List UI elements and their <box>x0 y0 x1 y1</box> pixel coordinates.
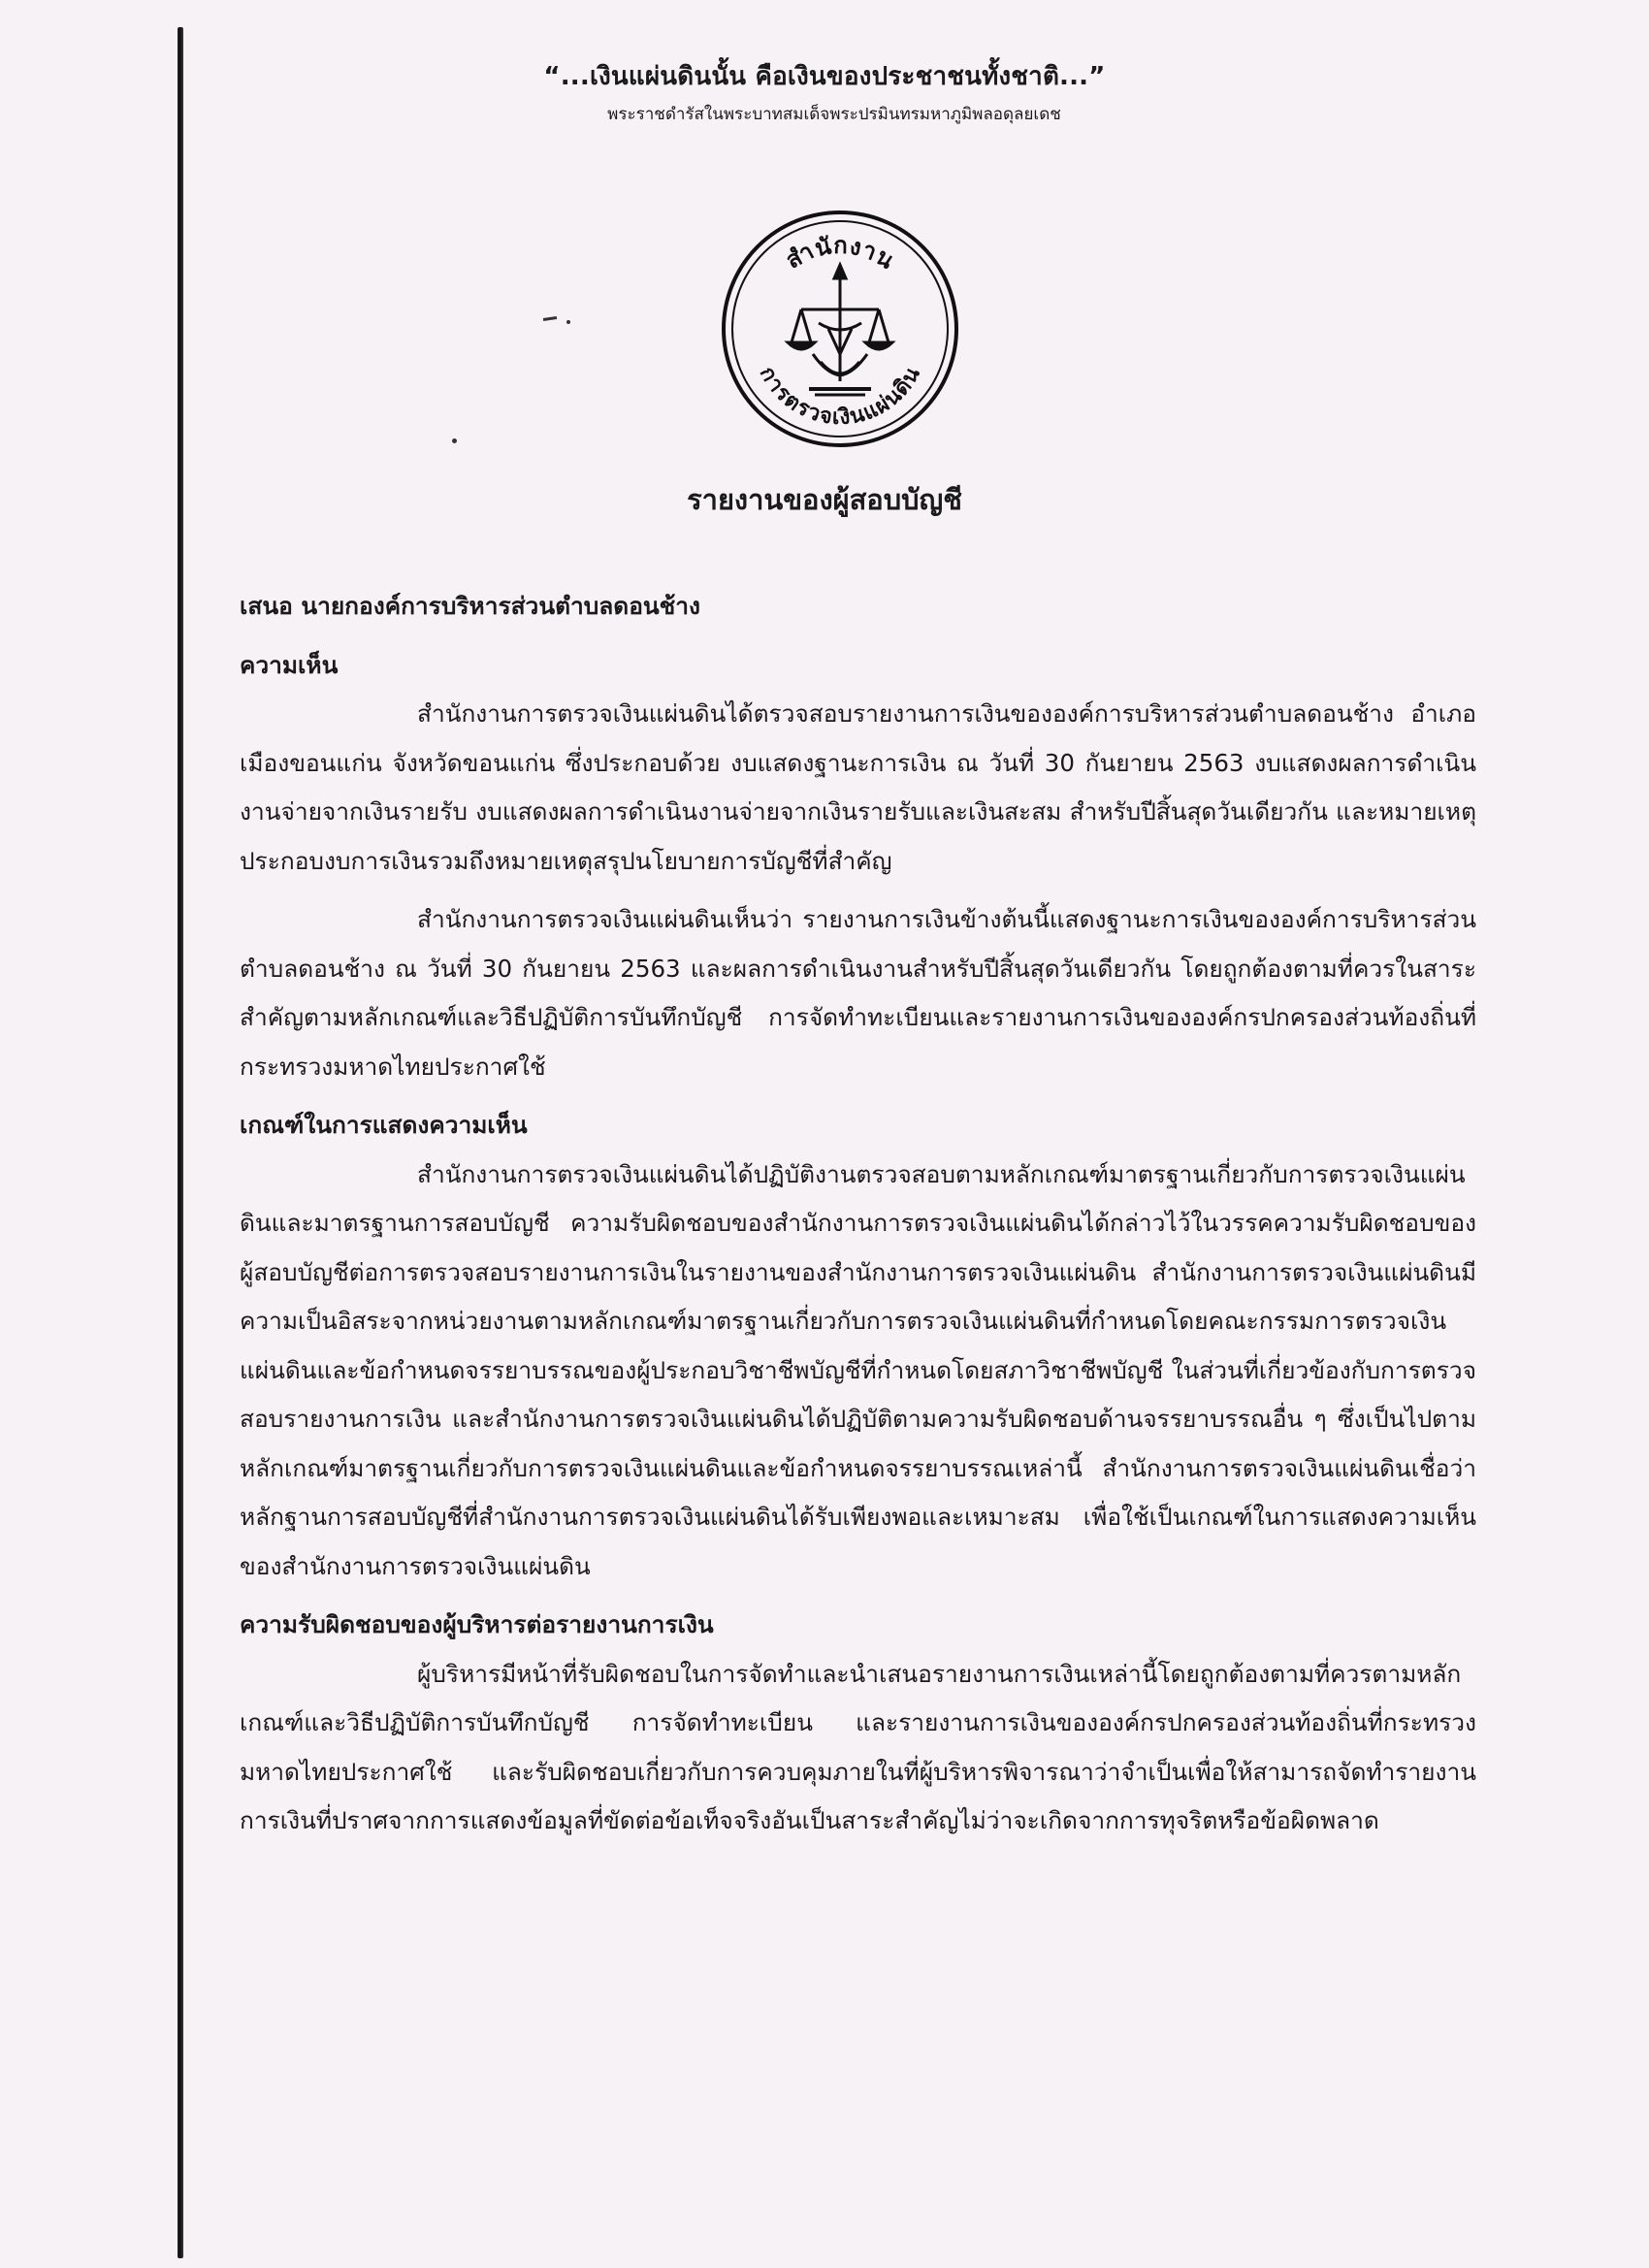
management-paragraph: ผู้บริหารมีหน้าที่รับผิดชอบในการจัดทำและนำเสนอรายงานการเงินเหล่านี้โดยถูกต้องตามที่ควรตามหลักเกณฑ์และวิธีปฏิบัติการบันทึกบัญชี การจัดทำทะเบียน และรายงานการเงินขององค์กรปกครองส่วนท้องถิ่นที่กระทรวงมหาดไทยประกาศใช้ และรับผิดชอบเกี่ยวกับการควบคุมภายในที่ผู้บริหารพิจารณาว่าจำเป็นเพื่อให้สามารถจัดทำรายงานการเงินที่ปราศจากการแสดงข้อมูลที่ขัดต่อข้อเท็จจริงอันเป็นสาระสำคัญไม่ว่าจะเกิดจากการทุจริตหรือข้อผิดพลาด <box>240 1659 1476 1834</box>
document-title: รายงานของผู้สอบบัญชี <box>687 483 962 516</box>
scan-speck <box>566 320 570 324</box>
addressee-line: เสนอ นายกองค์การบริหารส่วนตำบลดอนช้าง <box>240 592 701 620</box>
document-body <box>240 582 1476 1856</box>
scan-speck <box>543 316 557 321</box>
royal-motto: “...เงินแผ่นดินนั้น คือเงินของประชาชนทั้งชาติ...” <box>543 62 1106 91</box>
section-heading-opinion: ความเห็น <box>240 650 339 679</box>
binding-edge-line <box>178 27 183 2258</box>
state-audit-office-seal-icon <box>720 209 960 449</box>
section-heading-management-responsibility: ความรับผิดชอบของผู้บริหารต่อรายงานการเงิน <box>240 1610 714 1638</box>
scan-speck <box>452 438 457 443</box>
seal-bottom-text: การตรวจเงินแผ่นดิน <box>755 362 925 430</box>
seal-top-text: สำนักงาน <box>781 232 899 275</box>
opinion-paragraph-2: สำนักงานการตรวจเงินแผ่นดินเห็นว่า รายงานการเงินข้างต้นนี้แสดงฐานะการเงินขององค์การบริหารส่วนตำบลดอนช้าง ณ วันที่ 30 กันยายน 2563 และผลการดำเนินงานสำหรับปีสิ้นสุดวันเดียวกัน โดยถูกต้องตามที่ควรในสาระสำคัญตามหลักเกณฑ์และวิธีปฏิบัติการบันทึกบัญชี การจัดทำทะเบียนและรายงานการเงินขององค์กรปกครองส่วนท้องถิ่นที่กระทรวงมหาดไทยประกาศใช้ <box>240 905 1476 1081</box>
section-heading-basis-for-opinion: เกณฑ์ในการแสดงความเห็น <box>240 1111 528 1139</box>
basis-paragraph: สำนักงานการตรวจเงินแผ่นดินได้ปฏิบัติงานตรวจสอบตามหลักเกณฑ์มาตรฐานเกี่ยวกับการตรวจเงินแผ่นดินและมาตรฐานการสอบบัญชี ความรับผิดชอบของสำนักงานการตรวจเงินแผ่นดินได้กล่าวไว้ในวรรคความรับผิดชอบของผู้สอบบัญชีต่อการตรวจสอบรายงานการเงินในรายงานของสำนักงานการตรวจเงินแผ่นดิน สำนักงานการตรวจเงินแผ่นดินมีความเป็นอิสระจากหน่วยงานตามหลักเกณฑ์มาตรฐานเกี่ยวกับการตรวจเงินแผ่นดินที่กำหนดโดยคณะกรรมการตรวจเงินแผ่นดินและข้อกำหนดจรรยาบรรณของผู้ประกอบวิชาชีพบัญชีที่กำหนดโดยสภาวิชาชีพบัญชี ในส่วนที่เกี่ยวข้องกับการตรวจสอบรายงานการเงิน และสำนักงานการตรวจเงินแผ่นดินได้ปฏิบัติตามความรับผิดชอบด้านจรรยาบรรณอื่น ๆ ซึ่งเป็นไปตามหลักเกณฑ์มาตรฐานเกี่ยวกับการตรวจเงินแผ่นดินและข้อกำหนดจรรยาบรรณเหล่านี้ สำนักงานการตรวจเงินแผ่นดินเชื่อว่าหลักฐานการสอบบัญชีที่สำนักงานการตรวจเงินแผ่นดินได้รับเพียงพอและเหมาะสม เพื่อใช้เป็นเกณฑ์ในการแสดงความเห็นของสำนักงานการตรวจเงินแผ่นดิน <box>240 1159 1476 1580</box>
royal-motto-source: พระราชดำรัสในพระบาทสมเด็จพระปรมินทรมหาภูมิพลอดุลยเดช <box>607 105 1061 124</box>
opinion-paragraph-1: สำนักงานการตรวจเงินแผ่นดินได้ตรวจสอบรายงานการเงินขององค์การบริหารส่วนตำบลดอนช้าง อำเภอเมืองขอนแก่น จังหวัดขอนแก่น ซึ่งประกอบด้วย งบแสดงฐานะการเงิน ณ วันที่ 30 กันยายน 2563 งบแสดงผลการดำเนินงานจ่ายจากเงินรายรับ งบแสดงผลการดำเนินงานจ่ายจากเงินรายรับและเงินสะสม สำหรับปีสิ้นสุดวันเดียวกัน และหมายเหตุประกอบงบการเงินรวมถึงหมายเหตุสรุปนโยบายการบัญชีที่สำคัญ <box>240 699 1476 875</box>
